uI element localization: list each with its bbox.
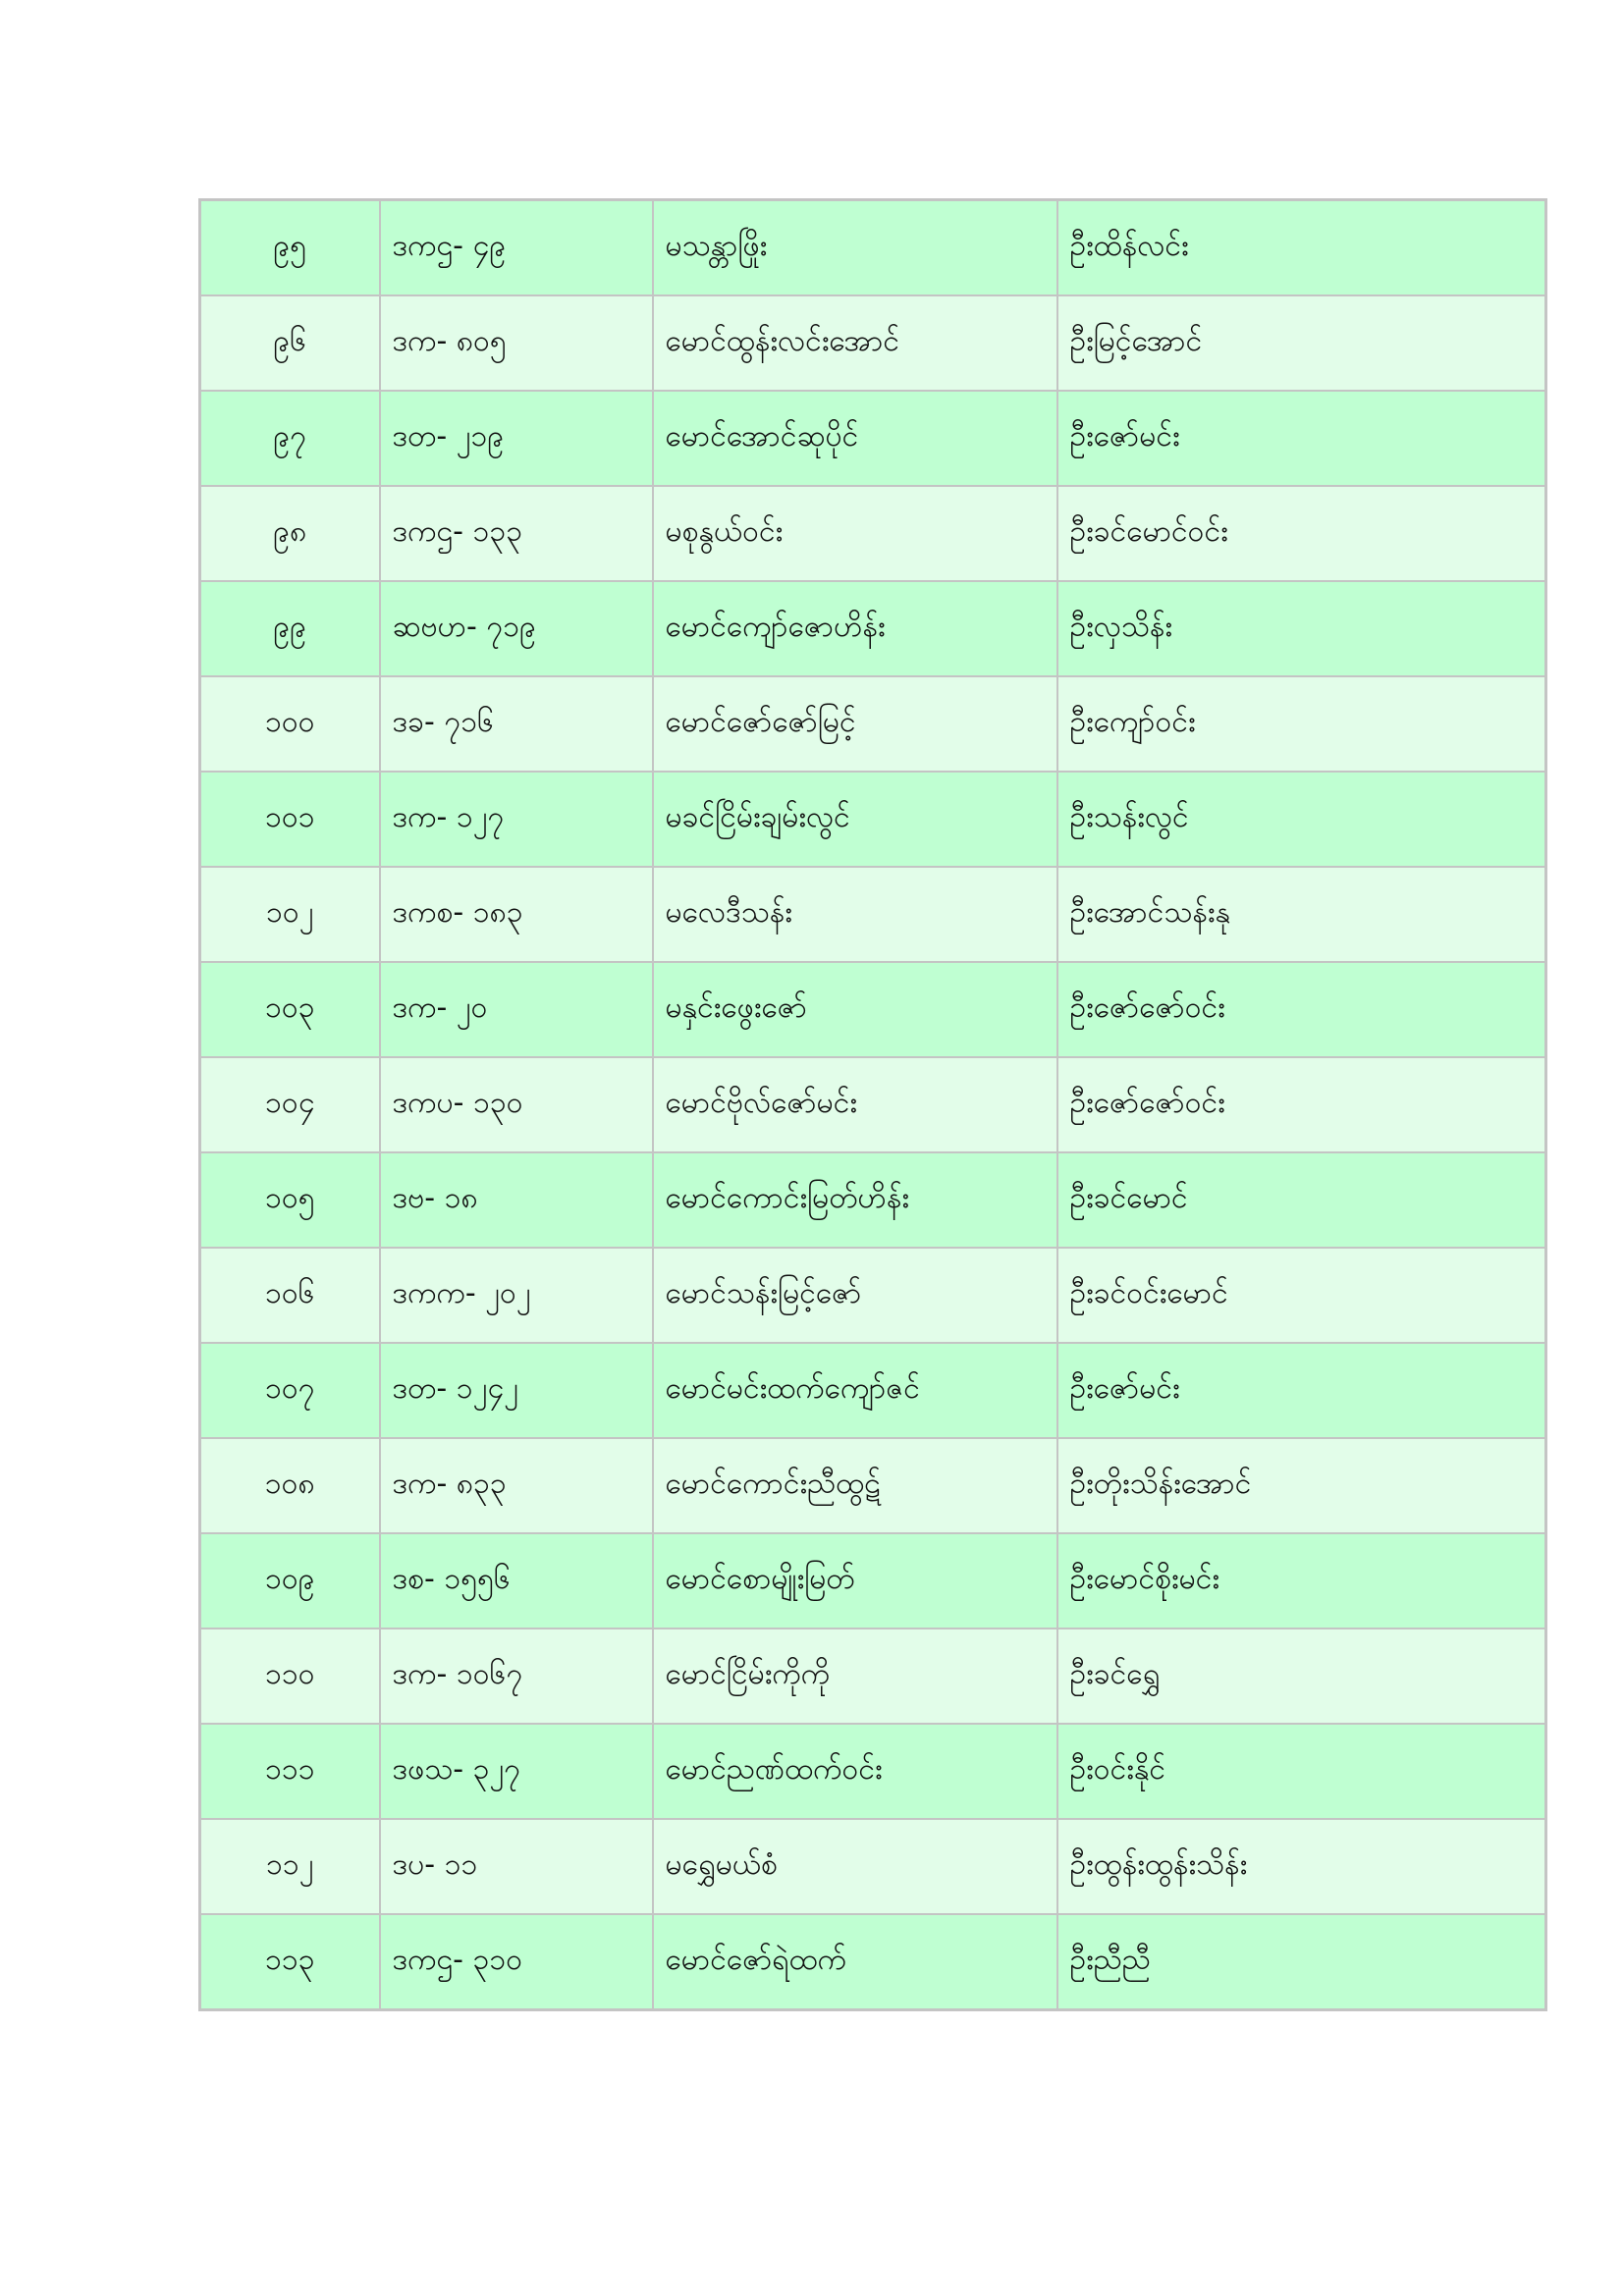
row-number-cell: ၁၀၂ [200, 867, 380, 962]
registration-code-cell: ဒကဌ- ၄၉ [380, 200, 653, 296]
row-number-cell: ၁၀၇ [200, 1343, 380, 1438]
row-number-cell: ၁၀၈ [200, 1438, 380, 1533]
registration-code-cell: ဒကပ- ၁၃၀ [380, 1057, 653, 1152]
table-row [200, 295, 1546, 391]
student-name-cell: မခင်ငြိမ်းချမ်းလွင် [653, 772, 1057, 867]
row-number-cell: ၉၇ [200, 391, 380, 486]
student-name-cell: မောင်မင်းထက်ကျော်ဇင် [653, 1343, 1057, 1438]
registration-code-cell: ဒက- ၈၀၅ [380, 295, 653, 391]
registration-code-cell: ဆဗဟ- ၇၁၉ [380, 581, 653, 676]
student-name-cell: မသန္တာဖြိုး [653, 200, 1057, 296]
father-name-cell: ဦးမောင်စိုးမင်း [1057, 1533, 1546, 1629]
father-name-cell: ဦးညီညီ [1057, 1914, 1546, 2010]
father-name-cell: ဦးဇော်ဇော်ဝင်း [1057, 1057, 1546, 1152]
table-row [200, 1057, 1546, 1152]
father-name-cell: ဦးထွန်းထွန်းသိန်း [1057, 1819, 1546, 1914]
student-name-cell: မစုနွယ်ဝင်း [653, 486, 1057, 581]
student-name-cell: မောင်ကောင်းညီထွဋ် [653, 1438, 1057, 1533]
father-name-cell: ဦးသန်းလွင် [1057, 772, 1546, 867]
student-name-cell: မောင်ငြိမ်းကိုကို [653, 1629, 1057, 1724]
table-row [200, 867, 1546, 962]
father-name-cell: ဦးဇော်မင်း [1057, 391, 1546, 486]
row-number-cell: ၉၉ [200, 581, 380, 676]
father-name-cell: ဦးလှသိန်း [1057, 581, 1546, 676]
father-name-cell: ဦးထိန်လင်း [1057, 200, 1546, 296]
registration-code-cell: ဒက- ၁၀၆၇ [380, 1629, 653, 1724]
registration-code-cell: ဒဖသ- ၃၂၇ [380, 1724, 653, 1819]
father-name-cell: ဦးတိုးသိန်းအောင် [1057, 1438, 1546, 1533]
row-number-cell: ၁၀၉ [200, 1533, 380, 1629]
row-number-cell: ၁၀၆ [200, 1248, 380, 1343]
father-name-cell: ဦးခင်ရွှေ [1057, 1629, 1546, 1724]
row-number-cell: ၁၀၁ [200, 772, 380, 867]
student-name-cell: မောင်စောမျိုးမြတ် [653, 1533, 1057, 1629]
row-number-cell: ၁၀၃ [200, 962, 380, 1057]
table-row [200, 1343, 1546, 1438]
student-name-cell: မောင်ကျော်ဇောဟိန်း [653, 581, 1057, 676]
student-name-cell: မောင်ဇော်ရဲထက် [653, 1914, 1057, 2010]
row-number-cell: ၉၆ [200, 295, 380, 391]
father-name-cell: ဦးဇော်ဇော်ဝင်း [1057, 962, 1546, 1057]
registration-code-cell: ဒတ- ၂၁၉ [380, 391, 653, 486]
student-name-cell: မောင်ဗိုလ်ဇော်မင်း [653, 1057, 1057, 1152]
table-row [200, 1533, 1546, 1629]
father-name-cell: ဦးအောင်သန်းနု [1057, 867, 1546, 962]
table-row [200, 1152, 1546, 1248]
student-name-cell: မောင်ဇော်ဇော်မြင့် [653, 676, 1057, 772]
student-name-cell: မောင်ညဏ်ထက်ဝင်း [653, 1724, 1057, 1819]
table-row [200, 772, 1546, 867]
table-row [200, 1438, 1546, 1533]
row-number-cell: ၉၈ [200, 486, 380, 581]
row-number-cell: ၉၅ [200, 200, 380, 296]
father-name-cell: ဦးခင်ဝင်းမောင် [1057, 1248, 1546, 1343]
table-row [200, 581, 1546, 676]
table-row [200, 1819, 1546, 1914]
father-name-cell: ဦးမြင့်အောင် [1057, 295, 1546, 391]
row-number-cell: ၁၁၁ [200, 1724, 380, 1819]
table-row [200, 676, 1546, 772]
registration-code-cell: ဒခ- ၇၁၆ [380, 676, 653, 772]
registration-code-cell: ဒကဌ- ၁၃၃ [380, 486, 653, 581]
registration-code-cell: ဒဗ- ၁၈ [380, 1152, 653, 1248]
row-number-cell: ၁၀၄ [200, 1057, 380, 1152]
row-number-cell: ၁၁၂ [200, 1819, 380, 1914]
row-number-cell: ၁၁၀ [200, 1629, 380, 1724]
row-number-cell: ၁၁၃ [200, 1914, 380, 2010]
table-row [200, 962, 1546, 1057]
student-name-cell: မောင်ကောင်းမြတ်ဟိန်း [653, 1152, 1057, 1248]
student-name-cell: မောင်ထွန်းလင်းအောင် [653, 295, 1057, 391]
row-number-cell: ၁၀၅ [200, 1152, 380, 1248]
table-row [200, 200, 1546, 296]
registration-code-cell: ဒက- ၁၂၇ [380, 772, 653, 867]
table-row [200, 486, 1546, 581]
table-row [200, 1914, 1546, 2010]
registration-code-cell: ဒကစ- ၁၈၃ [380, 867, 653, 962]
registration-code-cell: ဒက- ၂၀ [380, 962, 653, 1057]
student-roster-table [198, 198, 1547, 2011]
student-name-cell: မနှင်းဖွေးဇော် [653, 962, 1057, 1057]
student-name-cell: မလေဒီသန်း [653, 867, 1057, 962]
table-row [200, 1629, 1546, 1724]
father-name-cell: ဦးခင်မောင်ဝင်း [1057, 486, 1546, 581]
table-row [200, 391, 1546, 486]
registration-code-cell: ဒပ- ၁၁ [380, 1819, 653, 1914]
registration-code-cell: ဒစ- ၁၅၅၆ [380, 1533, 653, 1629]
father-name-cell: ဦးကျော်ဝင်း [1057, 676, 1546, 772]
roster-table-body [200, 200, 1546, 2010]
registration-code-cell: ဒကဌ- ၃၁၀ [380, 1914, 653, 2010]
father-name-cell: ဦးခင်မောင် [1057, 1152, 1546, 1248]
father-name-cell: ဦးဇော်မင်း [1057, 1343, 1546, 1438]
registration-code-cell: ဒကက- ၂၀၂ [380, 1248, 653, 1343]
row-number-cell: ၁၀၀ [200, 676, 380, 772]
student-name-cell: မောင်အောင်ဆုပိုင် [653, 391, 1057, 486]
registration-code-cell: ဒက- ၈၃၃ [380, 1438, 653, 1533]
registration-code-cell: ဒတ- ၁၂၄၂ [380, 1343, 653, 1438]
table-row [200, 1248, 1546, 1343]
father-name-cell: ဦးဝင်းနိုင် [1057, 1724, 1546, 1819]
table-row [200, 1724, 1546, 1819]
student-name-cell: မရွှေမယ်စံ [653, 1819, 1057, 1914]
student-name-cell: မောင်သန်းမြင့်ဇော် [653, 1248, 1057, 1343]
